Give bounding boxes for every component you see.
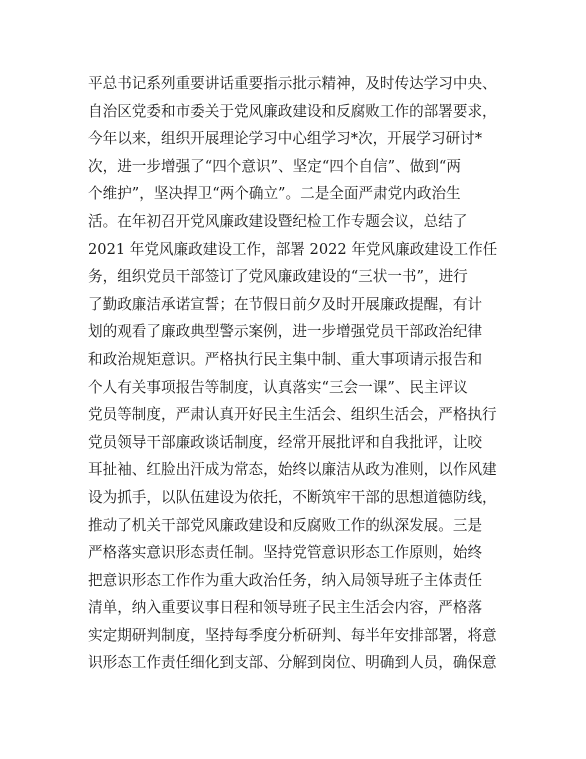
text-line: 划的观看了廉政典型警示案例，进一步增强党员干部政治纪律 (88, 323, 483, 341)
text-line: 次，进一步增强了“四个意识”、坚定“四个自信”、做到“两 (88, 157, 461, 175)
text-line: 个维护”，坚决捍卫“两个确立”。二是全面严肃党内政治生 (88, 185, 461, 203)
text-line: 推动了机关干部党风廉政建设和反腐败工作的纵深发展。三是 (88, 516, 483, 534)
text-line: 识形态工作责任细化到支部、分解到岗位、明确到人员，确保意 (88, 654, 497, 672)
text-line: 活。在年初召开党风廉政建设暨纪检工作专题会议，总结了 (88, 212, 468, 230)
text-line: 务，组织党员干部签订了党风廉政建设的“三状一书”，进行 (88, 268, 468, 286)
text-line: 党员等制度，严肃认真开好民主生活会、组织生活会，严格执行 (88, 406, 497, 424)
text-line: 了勤政廉洁承诺宣誓；在节假日前夕及时开展廉政提醒，有计 (88, 295, 483, 313)
text-line: 2021 年党风廉政建设工作，部署 2022 年党风廉政建设工作任 (88, 240, 498, 258)
text-line: 把意识形态工作作为重大政治任务，纳入局领导班子主体责任 (88, 571, 483, 589)
text-line: 清单，纳入重要议事日程和领导班子民主生活会内容，严格落 (88, 599, 483, 617)
text-line: 党员领导干部廉政谈话制度，经常开展批评和自我批评，让咬 (88, 433, 483, 451)
text-line: 自治区党委和市委关于党风廉政建设和反腐败工作的部署要求， (88, 102, 497, 120)
body-paragraph (88, 70, 514, 677)
text-line: 耳扯袖、红脸出汗成为常态，始终以廉洁从政为准则，以作风建 (88, 461, 497, 479)
text-line: 实定期研判制度，坚持每季度分析研判、每半年安排部署，将意 (88, 626, 497, 644)
text-line: 今年以来，组织开展理论学习中心组学习*次，开展学习研讨* (88, 130, 483, 148)
text-line: 和政治规矩意识。严格执行民主集中制、重大事项请示报告和 (88, 350, 483, 368)
text-line: 设为抓手，以队伍建设为依托，不断筑牢干部的思想道德防线， (88, 488, 497, 506)
text-line: 平总书记系列重要讲话重要指示批示精神，及时传达学习中央、 (88, 75, 497, 92)
text-line: 个人有关事项报告等制度，认真落实“三会一课”、民主评议 (88, 378, 468, 396)
text-line: 严格落实意识形态责任制。坚持党管意识形态工作原则，始终 (88, 544, 483, 562)
